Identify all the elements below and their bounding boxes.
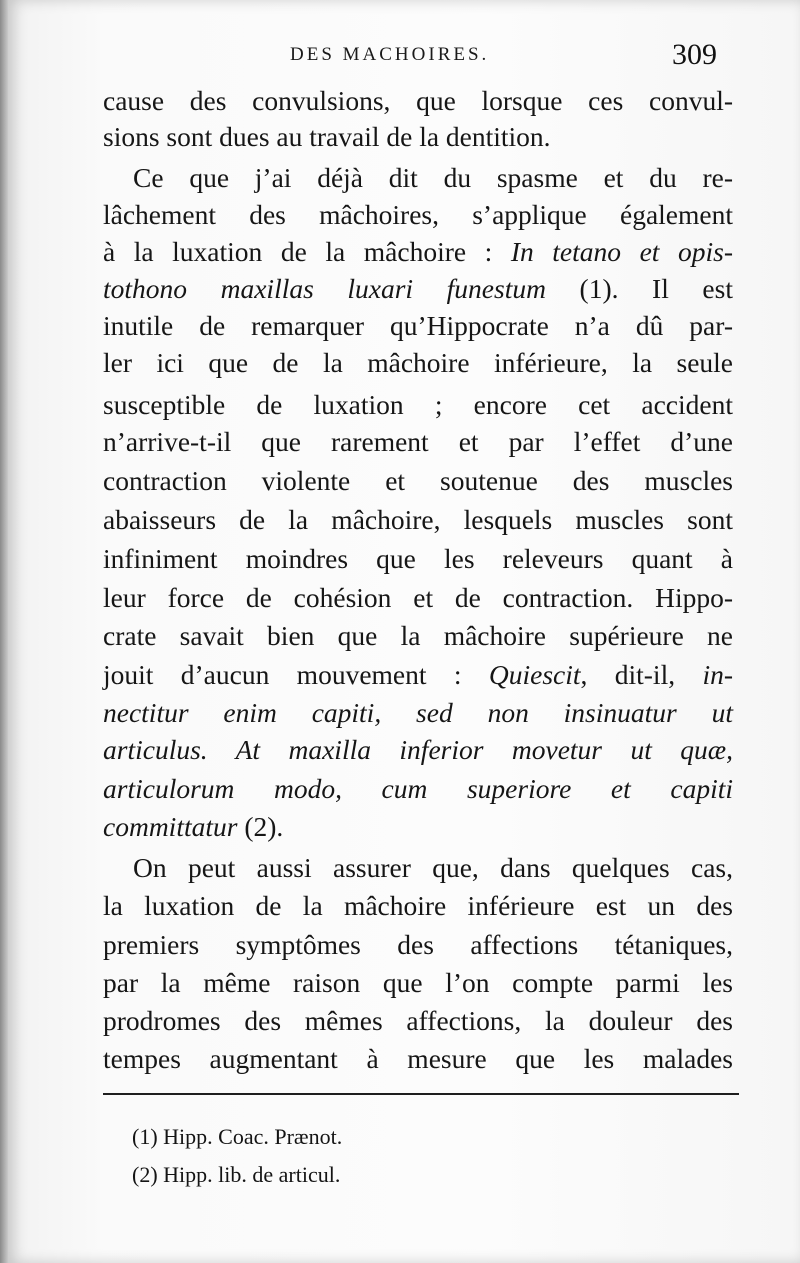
text-span: , dit-il, xyxy=(580,659,703,690)
latin-quote: in- xyxy=(702,659,733,690)
text-line xyxy=(103,731,733,769)
text-line xyxy=(103,656,733,694)
latin-quote: tothono maxillas luxari funestum xyxy=(103,273,546,304)
book-gutter xyxy=(0,0,8,1263)
latin-quote: articulus. At maxilla inferior movetur ut quæ, xyxy=(103,734,733,765)
text-line: infiniment moindres que les releveurs quant à xyxy=(103,543,733,574)
text-line: Ce que j’ai déjà dit du spasme et du re- xyxy=(133,162,733,193)
footnote-rule xyxy=(103,1093,739,1095)
text-span: (2). xyxy=(237,811,284,842)
text-line: tempes augmentant à mesure que les malades xyxy=(103,1043,733,1074)
footnote: (1) Hipp. Coac. Prænot. xyxy=(132,1124,343,1149)
text-line: On peut aussi assurer que, dans quelques cas, xyxy=(133,852,733,883)
footnote: (2) Hipp. lib. de articul. xyxy=(132,1162,341,1187)
latin-quote: nectitur enim capiti, sed non insinuatur ut xyxy=(103,697,733,728)
text-line: lâchement des mâchoires, s’applique également xyxy=(103,199,733,230)
running-title: DES MACHOIRES. xyxy=(290,44,490,65)
text-line: crate savait bien que la mâchoire supérieure ne xyxy=(103,620,733,651)
text-line: n’arrive-t-il que rarement et par l’effet d’une xyxy=(103,426,733,457)
text-line: inutile de remarquer qu’Hippocrate n’a dû par- xyxy=(103,310,733,341)
page-number: 309 xyxy=(672,38,717,71)
latin-quote: committatur xyxy=(103,811,238,842)
text-line: premiers symptômes des affections tétaniques, xyxy=(103,929,733,960)
text-line xyxy=(103,233,733,271)
text-line: susceptible de luxation ; encore cet accident xyxy=(103,389,733,420)
text-line xyxy=(103,694,733,732)
text-line: ler ici que de la mâchoire inférieure, la seule xyxy=(103,347,733,378)
text-line: sions sont dues au travail de la dentition. xyxy=(103,121,551,152)
text-line: prodromes des mêmes affections, la douleur des xyxy=(103,1005,733,1036)
text-line: leur force de cohésion et de contraction. Hippo- xyxy=(103,582,733,613)
text-line xyxy=(103,770,733,808)
text-span: (1). Il est xyxy=(545,273,733,304)
text-line: par la même raison que l’on compte parmi les xyxy=(103,967,733,998)
text-span: jouit d’aucun mouvement : xyxy=(103,659,489,690)
text-line: contraction violente et soutenue des muscles xyxy=(103,465,733,496)
text-line: la luxation de la mâchoire inférieure est un des xyxy=(103,890,733,921)
latin-quote: Quiescit xyxy=(488,659,581,690)
text-line: abaisseurs de la mâchoire, lesquels muscles sont xyxy=(103,504,733,535)
text-line xyxy=(103,808,733,846)
running-head xyxy=(0,38,800,78)
text-line xyxy=(103,270,733,308)
latin-quote: In tetano et opis- xyxy=(510,236,733,267)
text-span: à la luxation de la mâchoire : xyxy=(103,236,511,267)
text-line: cause des convulsions, que lorsque ces convul- xyxy=(103,85,733,116)
latin-quote: articulorum modo, cum superiore et capiti xyxy=(103,773,733,804)
